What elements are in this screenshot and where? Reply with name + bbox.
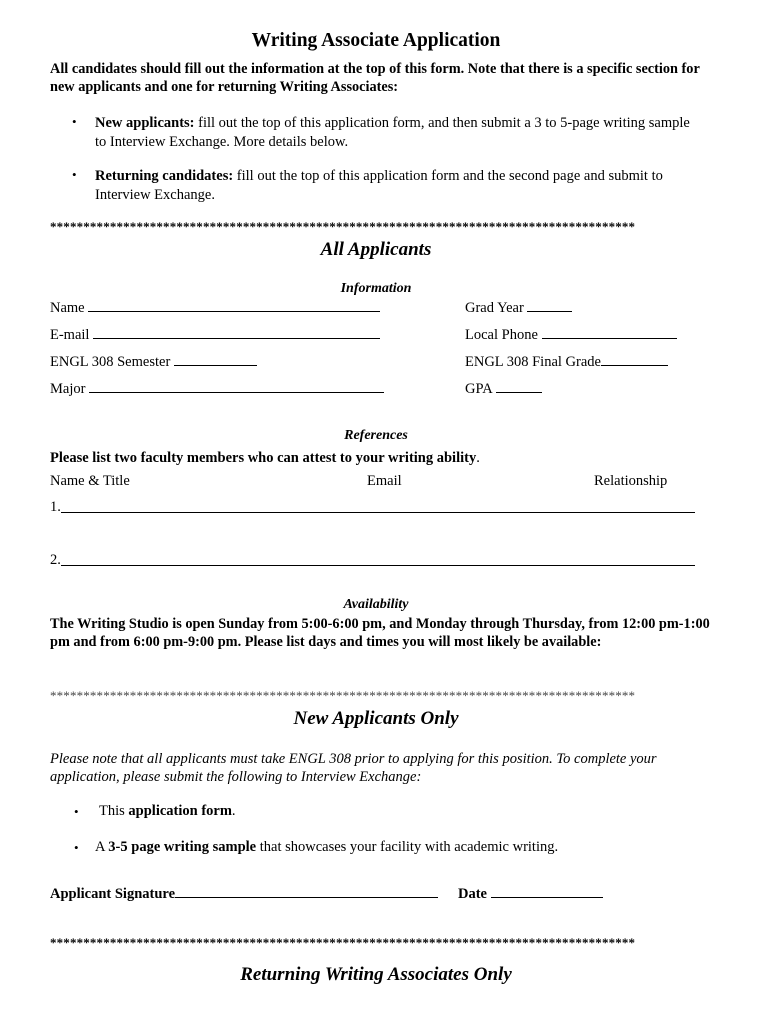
item-bold-text: application form [128,803,232,819]
reference-2-input-line[interactable] [61,565,695,566]
field-label: ENGL 308 Semester [50,354,171,370]
bullet-returning-candidates [95,167,695,204]
engl-semester-field[interactable] [50,352,257,371]
reference-row-number: 2. [50,552,61,568]
local-phone-input-line[interactable] [542,325,677,339]
new-applicants-note: Please note that all applicants must take ENGL 308 prior to applying for this position. To complete your application, please submit the following to Interview Exchange: [50,751,657,785]
col-name-title: Name & Title [50,473,130,489]
engl-semester-input-line[interactable] [174,352,257,366]
engl-final-grade-input-line[interactable] [601,352,668,366]
gpa-input-line[interactable] [496,379,542,393]
gpa-field[interactable] [465,379,542,398]
bullet-icon: • [72,167,77,182]
col-email: Email [367,473,402,489]
item-text: This [99,803,129,819]
references-prompt [50,450,480,467]
engl-final-grade-field[interactable] [465,352,668,371]
star-divider: **************************************************************************************** [50,219,636,234]
reference-row-number: 1. [50,499,61,515]
name-field[interactable] [50,298,380,317]
applicant-signature-field[interactable] [50,884,438,903]
major-field[interactable] [50,379,384,398]
local-phone-field[interactable] [465,325,677,344]
bullet-text: fill out the top of this application form and the second page and submit to Interview Exchange. [95,168,663,203]
bullet-lead: Returning candidates: [95,168,234,184]
availability-heading: Availability [343,597,409,612]
field-label: Grad Year [465,300,524,316]
bullet-lead: New applicants: [95,115,195,131]
bullet-icon: • [74,804,79,819]
email-input-line[interactable] [93,325,380,339]
field-label: Date [458,886,487,902]
field-label: Major [50,381,86,397]
availability-text: The Writing Studio is open Sunday from 5:00-6:00 pm, and Monday through Thursday, from 12:00 pm-1:00 pm and from 6:00 pm-9:00 pm. Please list days and times you will most likely be available: [50,616,710,650]
bullet-icon: • [74,840,79,855]
information-heading: Information [340,281,412,296]
field-label: ENGL 308 Final Grade [465,354,601,370]
page-title: Writing Associate Application [251,30,501,51]
major-input-line[interactable] [89,379,384,393]
section-new-applicants: New Applicants Only [293,708,459,729]
field-label: GPA [465,381,492,397]
bullet-new-applicants [95,114,695,151]
item-text: A [95,839,109,855]
grad-year-field[interactable] [465,298,572,317]
intro-text: All candidates should fill out the information at the top of this form. Note that there is a specific section for new applicants and one for returning Writing Associates: [50,61,700,95]
section-all-applicants: All Applicants [320,239,432,260]
item-application-form [99,803,236,820]
star-divider: **************************************************************************************** [50,688,636,703]
star-divider: **************************************************************************************** [50,935,636,950]
item-bold-text: 3-5 page writing sample [108,839,257,855]
item-writing-sample [95,839,558,856]
grad-year-input-line[interactable] [527,298,572,312]
bullet-text: fill out the top of this application form, and then submit a 3 to 5-page writing sample to Interview Exchange. More details below. [95,115,690,150]
item-text: . [231,803,236,819]
field-label: E-mail [50,327,90,343]
field-label: Name [50,300,85,316]
references-heading: References [344,428,408,443]
date-field[interactable] [458,884,603,903]
name-input-line[interactable] [88,298,380,312]
item-text: that showcases your facility with academic writing. [256,839,559,855]
references-prompt-end: . [476,450,480,466]
bullet-icon: • [72,114,77,129]
field-label: Applicant Signature [50,886,176,902]
reference-1-input-line[interactable] [61,512,695,513]
date-input-line[interactable] [491,884,603,898]
references-prompt-text: Please list two faculty members who can attest to your writing ability [50,450,477,466]
section-returning-associates: Returning Writing Associates Only [240,964,512,985]
field-label: Local Phone [465,327,538,343]
signature-input-line[interactable] [175,884,438,898]
col-relationship: Relationship [594,473,668,489]
email-field[interactable] [50,325,380,344]
